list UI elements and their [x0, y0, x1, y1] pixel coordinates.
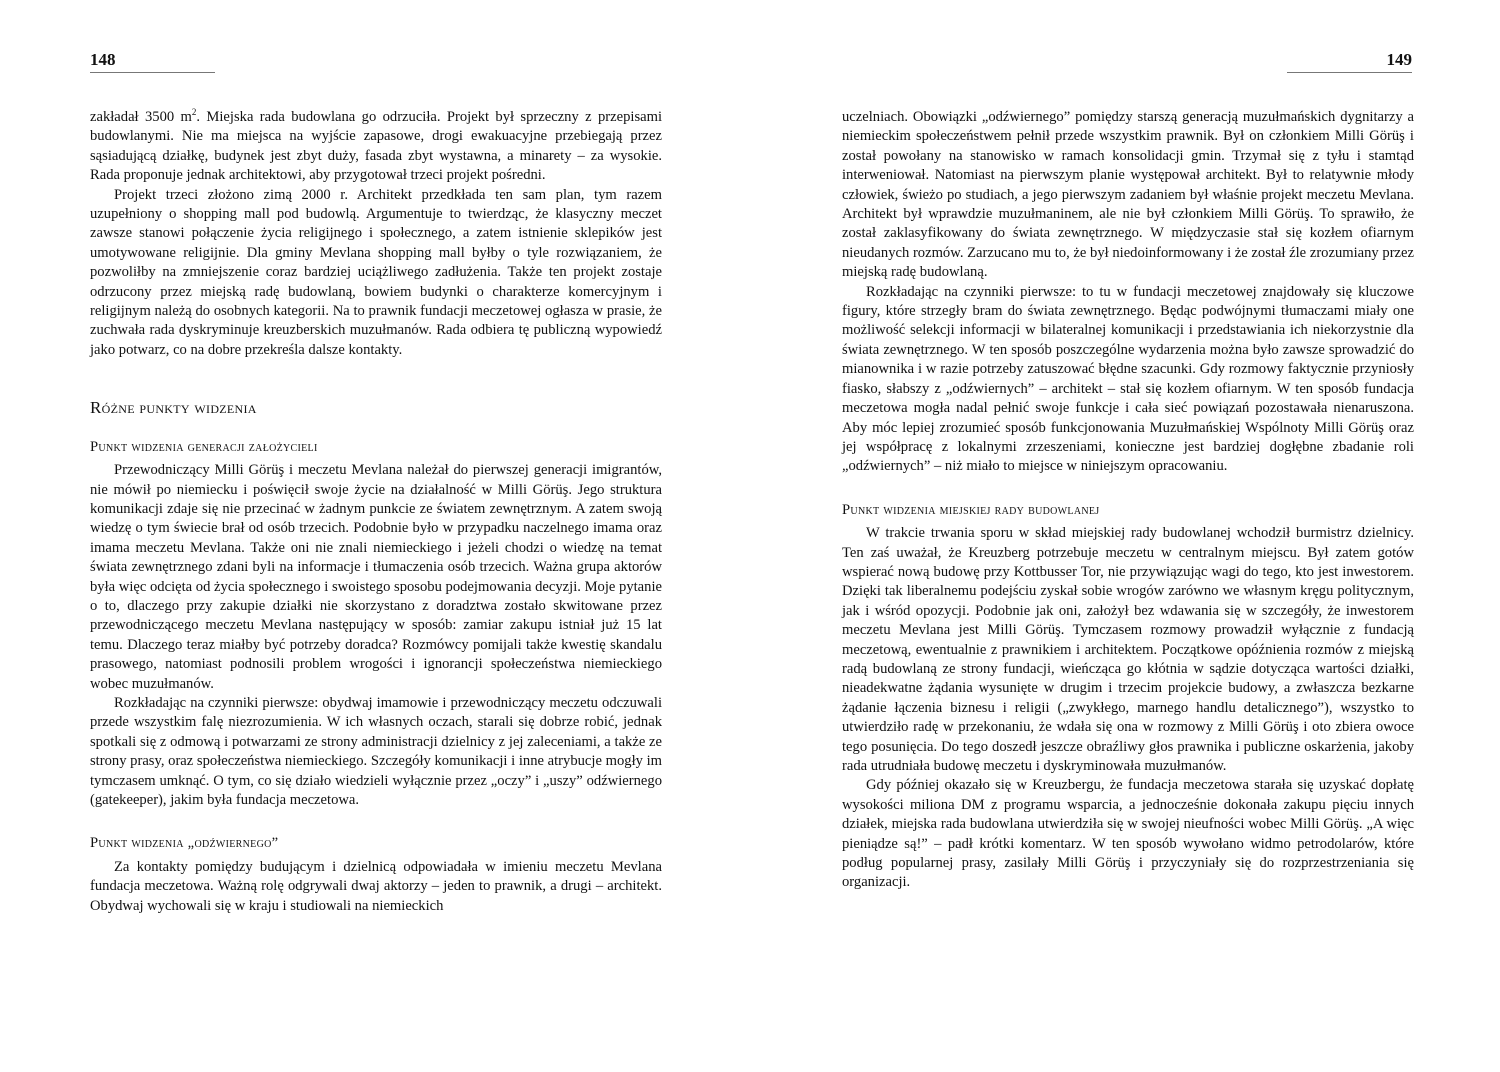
paragraph: Gdy później okazało się w Kreuzbergu, że fundacja meczetowa starała się uzyskać dopłatę wysokości miliona DM z programu wsparcia, a jednocześnie dokonała zakupu pięciu innych działek, miejska rada budowlana utwierdziła się w swojej nieufności wobec Milli Görüş. „A więc pieniądze są!” – padł krótki komentarz. W ten sposób wywołano widmo petrodolarów, które podług popularnej prasy, zasilały Milli Görüş i przyczyniały się do rozprzestrzeniania się organizacji.	[842, 777, 1414, 891]
paragraph: Rozkładając na czynniki pierwsze: obydwaj imamowie i przewodniczący meczetu odczuwali przede wszystkim falę niezrozumienia. W ich własnych oczach, starali się dobrze robić, jednak spotkali się z odmową i potwarzami ze strony administracji dzielnicy z jej zaleceniami, a także ze strony prasy, oraz społeczeństwa niemieckiego. Szczegóły komunikacji i inne atrybucje mogły im tymczasem umknąć. O tym, co się działo wiedzieli wyłącznie przez „oczy” i „uszy” odźwiernego (gatekeeper), jakim była fundacja meczetowa.	[90, 694, 662, 808]
paragraph: Za kontakty pomiędzy budującym i dzielnicą odpowiadała w imieniu meczetu Mevlana fundacja meczetowa. Ważną rolę odgrywali dwaj aktorzy – jeden to prawnik, a drugi – architekt. Obydwaj wychowali się w kraju i studiowali na niemieckich	[90, 858, 662, 914]
paragraph: Projekt trzeci złożono zimą 2000 r. Architekt przedkłada ten sam plan, tym razem uzupełniony o shopping mall pod budowlą. Argumentuje to twierdząc, że klasyczny meczet zawsze stanowi połączenie życia religijnego i społecznego, a zatem istnienie sklepików jest umotywowane religijnie. Dla gminy Mevlana shopping mall byłby o tyle rozwiązaniem, że pozwoliłby na zmniejszenie coraz bardziej uciążliwego zadłużenia. Także ten projekt zostaje odrzucony przez miejską radę budowlaną, bowiem budynki o charakterze komercyjnym i religijnym należą do osobnych kategorii. Na to prawnik fundacji meczetowej ogłasza w prasie, że zuchwała rada dyskryminuje kreuzberskich muzułmanów. Rada odbiera tę publiczną wypowiedź jako potwarz, co na dobre przekreśla dalsze kontakty.	[90, 186, 662, 358]
paragraph: Przewodniczący Milli Görüş i meczetu Mevlana należał do pierwszej generacji imigrantów, nie mówił po niemiecku i poświęcił swoje życie na działalność w Milli Görüş. Jego struktura komunikacji zdaje się nie przecinać w żadnym punkcie ze światem zewnętrznym. A zatem swoją wiedzę o tym świecie brał od osób trzecich. Podobnie było w przypadku naczelnego imama oraz imama meczetu Mevlana. Także oni nie znali niemieckiego i jeżeli chodzi o wiedzę na temat świata zewnętrznego zdani byli na informacje i tłumaczenia osób trzecich. Ważna grupa aktorów była więc odcięta od życia społecznego i swoistego sposobu podejmowania decyzji. Moje pytanie o to, dlaczego przy zakupie działki nie skorzystano z doradztwa zostało skwitowane przez przewodniczącego meczetu Mevlana następujący w sposób: zamiar zakupu istniał już 15 lat temu. Dlaczego teraz miałby być potrzeby doradca? Rozmówcy pomijali także kwestię skandalu prasowego, natomiast podnosili problem wrogości i ignorancji społeczeństwa niemieckiego wobec muzułmanów.	[90, 462, 662, 692]
right-page	[750, 0, 1500, 1072]
text-column	[842, 108, 1414, 893]
page-number: 148	[90, 50, 116, 69]
subsection-heading: Punkt widzenia „odźwiernego”	[90, 835, 279, 852]
text-column	[90, 108, 662, 916]
superscript: 2	[191, 107, 197, 118]
text-run: . Miejska rada budowlana go odrzuciła. Projekt był sprzeczny z przepisami budowlanymi. Nie ma miejsca na wyjście zapasowe, drogi ewakuacyjne przebiegają przez sąsiadującą działkę, budynek jest zbyt duży, fasada zbyt wystawna, a minarety – za wysokie. Rada proponuje jednak architektowi, aby przygotował trzeci projekt pośredni.	[90, 109, 663, 184]
text-run: zakładał 3500 m	[90, 109, 192, 125]
header-rule	[1287, 72, 1412, 73]
header-rule	[90, 72, 215, 73]
paragraph	[90, 108, 662, 186]
page-number: 149	[1386, 50, 1412, 69]
subsection-heading: Punkt widzenia miejskiej rady budowlanej	[842, 501, 1100, 518]
paragraph: uczelniach. Obowiązki „odźwiernego” pomiędzy starszą generacją muzułmańskich dygnitarzy a niemieckim społeczeństwem pełnił przede wszystkim prawnik. Był on członkiem Milli Görüş i został powołany na stanowisko w ramach konsolidacji gmin. Trzymał się z tyłu i stamtąd interweniował. Natomiast na pierwszym planie występował architekt. Był to relatywnie młody człowiek, świeżo po studiach, a jego pierwszym zadaniem był właśnie projekt meczetu Mevlana. Architekt był wprawdzie muzułmaninem, ale nie był członkiem Milli Görüş. To sprawiło, że został zaklasyfikowany do świata zewnętrznego. W międzyczasie stał się kozłem ofiarnym nieudanych rozmów. Zarzucano mu to, że był niedoinformowany i że został źle zrozumiany przez miejską radę budowlaną.	[842, 109, 1414, 281]
section-heading: Różne punkty widzenia	[90, 398, 257, 418]
paragraph: W trakcie trwania sporu w skład miejskiej rady budowlanej wchodził burmistrz dzielnicy. Ten zaś uważał, że Kreuzberg potrzebuje meczetu w centralnym miejscu. Był zatem gotów wspierać nową budowę przy Kottbusser Tor, nie przywiązując wagi do tego, kto jest inwestorem. Dzięki tak liberalnemu podejściu zyskał sobie wrogów zarówno we własnym kręgu politycznym, jak i wśród opozycji. Podobnie jak oni, założył bez wdawania się w szczegóły, że inwestorem meczetu Mevlana jest Milli Görüş. Tymczasem rozmowy prowadził wyłącznie z fundacją meczetową, ewentualnie z prawnikiem i architektem. Początkowe opóźnienia rozmów z miejską radą budowlaną ze strony fundacji, wieńcząca go kłótnia w sądzie dotycząca wartości działki, nieadekwatne żądania wysunięte w drugim i trzecim projekcie budowy, a zwłaszcza bezkarne żądanie łączenia biznesu i religii („zwykłego, marnego handlu detalicznego”), wszystko to utwierdziło radę w przekonaniu, że wdała się ona w rozmowy z Milli Görüş i oto zbiera owoce tego posunięcia. Do tego doszedł jeszcze obraźliwy głos prawnika i publiczne oskarżenia, jakoby rada utrudniała budowę meczetu i dyskryminowała muzułmanów.	[842, 525, 1414, 774]
subsection-heading: Punkt widzenia generacji założycieli	[90, 438, 318, 455]
paragraph: Rozkładając na czynniki pierwsze: to tu w fundacji meczetowej znajdowały się kluczowe figury, które strzegły bram do świata zewnętrznego. Będąc podwójnymi tłumaczami miały one możliwość selekcji informacji w bilateralnej komunikacji i przedstawiania ich niekorzystnie dla świata zewnętrznego. W ten sposób poszczególne wydarzenia można było zawsze sprowadzić do mianownika i w razie potrzeby zatuszować błędne szacunki. Gdy rozmowy faktycznie przyniosły fiasko, słabszy z „odźwiernych” – architekt – stał się kozłem ofiarnym. W ten sposób fundacja meczetowa mogła nadal pełnić swoje funkcje i cała sieć powiązań pozostawała nienaruszona. Aby móc lepiej zrozumieć sposób funkcjonowania Muzułmańskiej Wspólnoty Milli Görüş oraz jej współpracę z lokalnymi zrzeszeniami, konieczne jest bardziej dogłębne zbadanie roli „odźwiernych” – niż miało to miejsce w niniejszym opracowaniu.	[842, 283, 1414, 475]
